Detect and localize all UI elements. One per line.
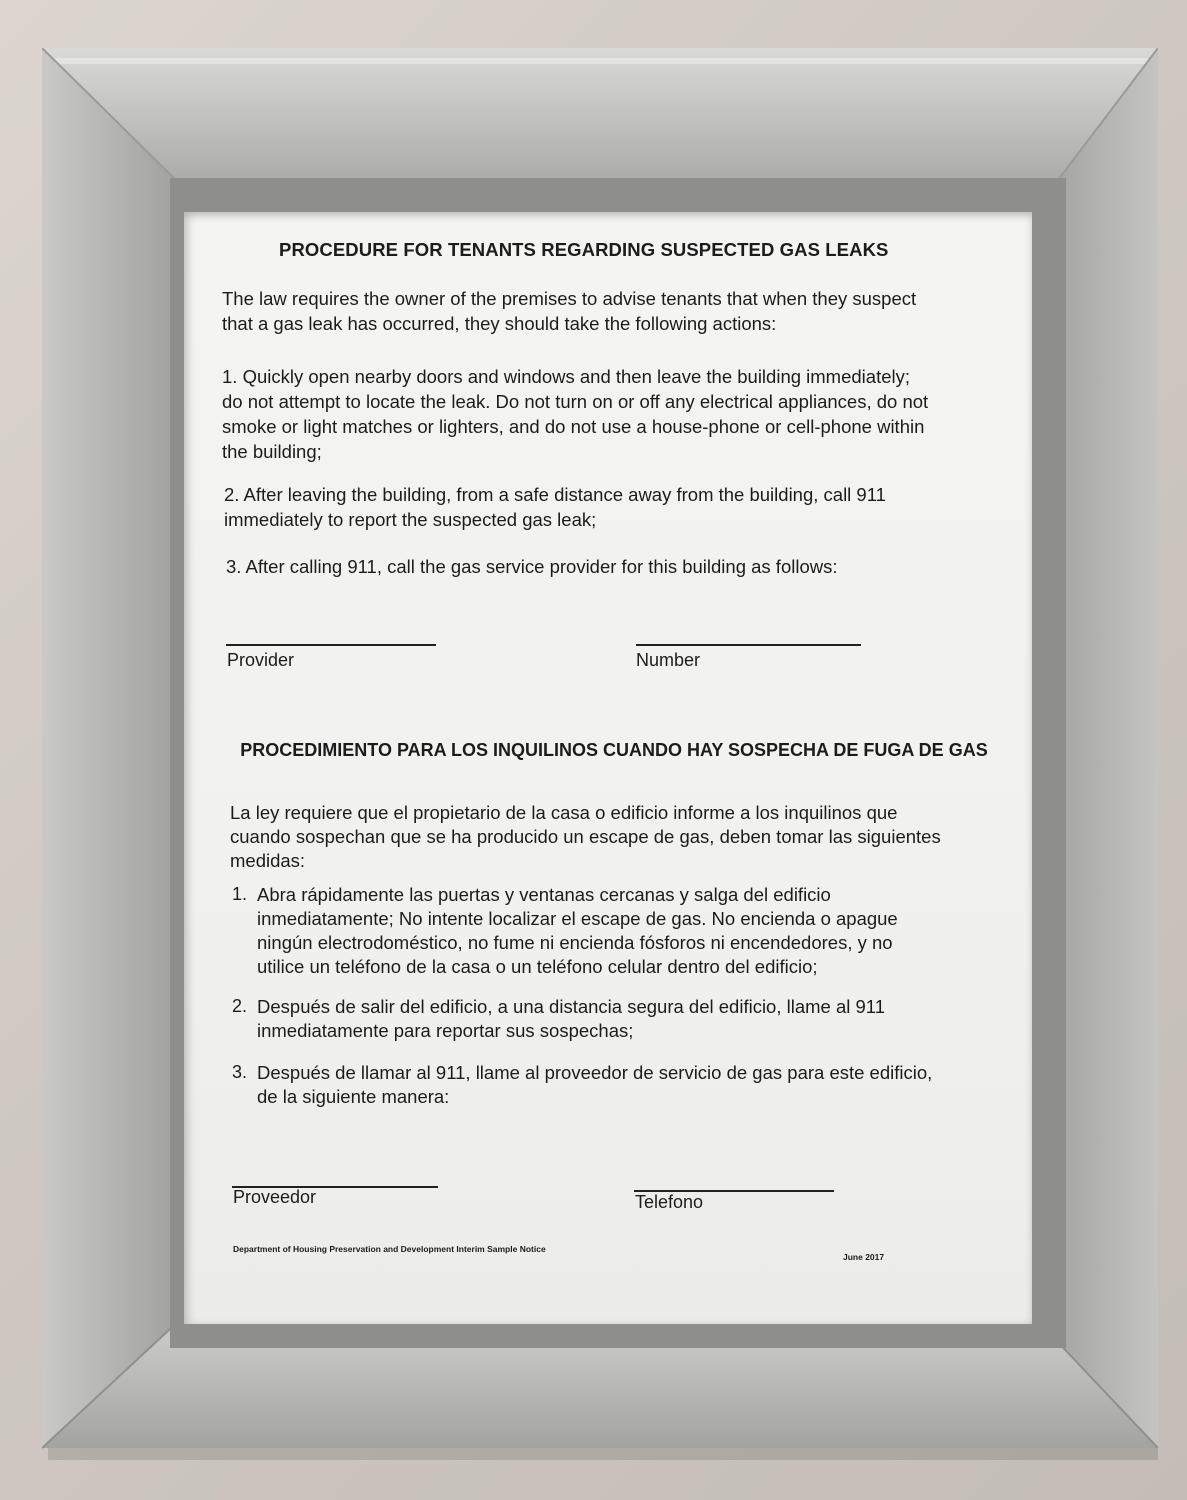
number-blank-line	[636, 644, 861, 646]
number-label: Number	[636, 650, 701, 670]
english-step-3: 3. After calling 911, call the gas service provider for this building as follows:	[226, 556, 838, 577]
spanish-intro-line-2: cuando sospechan que se ha producido un escape de gas, deben tomar las siguientes	[230, 826, 941, 847]
footer-date: June 2017	[843, 1252, 885, 1262]
english-step-2-line-1: 2. After leaving the building, from a safe distance away from the building, call 911	[224, 484, 886, 505]
english-step-1-line-2: do not attempt to locate the leak. Do not turn on or off any electrical appliances, do not	[222, 391, 929, 412]
provider-blank-line	[226, 644, 436, 646]
spanish-step-1-number: 1.	[232, 884, 248, 904]
spanish-intro-line-1: La ley requiere que el propietario de la casa o edificio informe a los inquilinos que	[230, 802, 898, 823]
footer-department: Department of Housing Preservation and Development Interim Sample Notice	[233, 1244, 546, 1254]
spanish-step-2-line-2: inmediatamente para reportar sus sospechas;	[257, 1020, 634, 1041]
english-step-1-line-4: the building;	[222, 441, 322, 462]
english-title: PROCEDURE FOR TENANTS REGARDING SUSPECTED GAS LEAKS	[279, 239, 889, 260]
english-intro-line-2: that a gas leak has occurred, they should take the following actions:	[222, 313, 777, 334]
spanish-step-1-line-1: Abra rápidamente las puertas y ventanas cercanas y salga del edificio	[257, 884, 831, 905]
spanish-step-1-line-4: utilice un teléfono de la casa o un teléfono celular dentro del edificio;	[257, 956, 818, 977]
provider-label: Provider	[227, 650, 295, 670]
english-step-1-line-3: smoke or light matches or lighters, and do not use a house-phone or cell-phone within	[222, 416, 925, 437]
spanish-step-3-line-1: Después de llamar al 911, llame al proveedor de servicio de gas para este edificio,	[257, 1062, 933, 1083]
spanish-step-3-number: 3.	[232, 1062, 248, 1082]
spanish-step-1-line-3: ningún electrodoméstico, no fume ni encienda fósforos ni encendedores, y no	[257, 932, 893, 953]
proveedor-label: Proveedor	[233, 1187, 317, 1207]
spanish-step-2-number: 2.	[232, 996, 248, 1016]
spanish-title: PROCEDIMIENTO PARA LOS INQUILINOS CUANDO HAY SOSPECHA DE FUGA DE GAS	[240, 740, 988, 760]
spanish-step-2-line-1: Después de salir del edificio, a una distancia segura del edificio, llame al 911	[257, 996, 885, 1017]
telefono-label: Telefono	[635, 1192, 704, 1212]
spanish-step-1-line-2: inmediatamente; No intente localizar el escape de gas. No encienda o apague	[257, 908, 898, 929]
english-intro-line-1: The law requires the owner of the premises to advise tenants that when they suspect	[222, 288, 917, 309]
english-step-2-line-2: immediately to report the suspected gas leak;	[224, 509, 597, 530]
spanish-step-3-line-2: de la siguiente manera:	[257, 1086, 450, 1107]
spanish-intro-line-3: medidas:	[230, 850, 306, 871]
english-step-1-line-1: 1. Quickly open nearby doors and windows and then leave the building immediately;	[222, 366, 910, 387]
notice-sheet	[184, 212, 1032, 1324]
